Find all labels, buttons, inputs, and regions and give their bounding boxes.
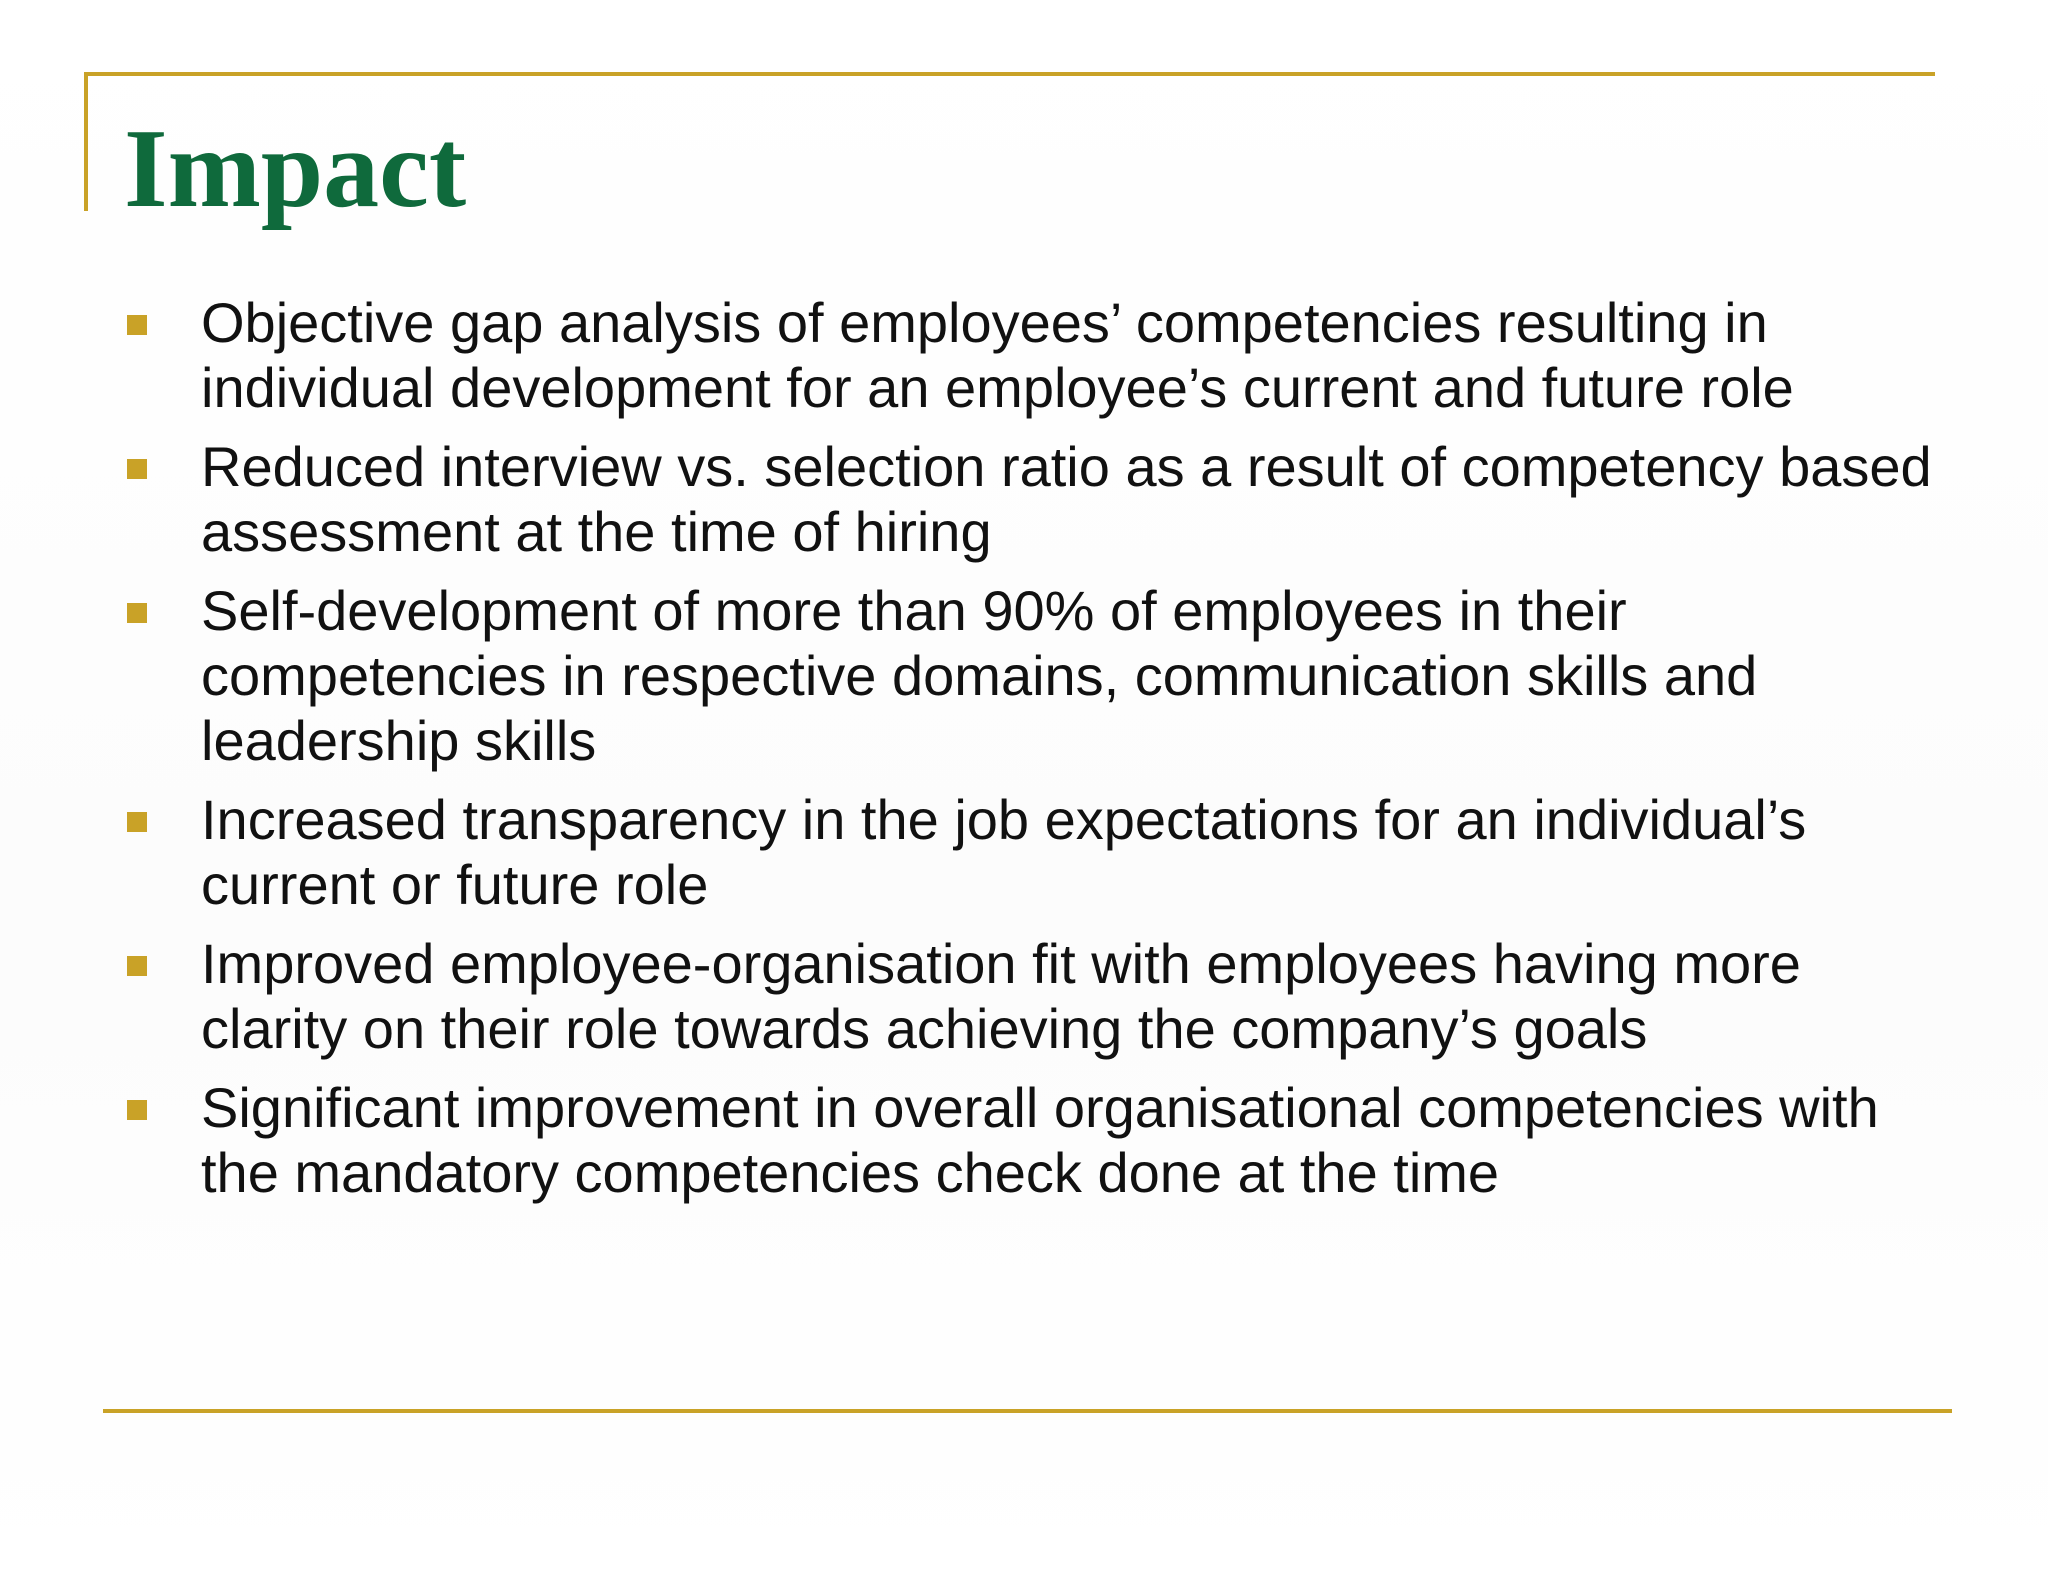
bullet-item — [0, 290, 2048, 420]
bullet-text: Objective gap analysis of employees’ competencies resulting in individual development for an employee’s current and future role — [201, 291, 1794, 419]
square-bullet-icon — [127, 603, 147, 623]
bullet-item — [0, 787, 2048, 917]
slide-title: Impact — [124, 107, 467, 231]
square-bullet-icon — [127, 1100, 147, 1120]
bullet-list — [0, 290, 2048, 1219]
bullet-item — [0, 1075, 2048, 1205]
bullet-text: Improved employee-organisation fit with employees having more clarity on their role towards achieving the company’s goals — [201, 932, 1801, 1060]
top-divider — [84, 72, 1935, 76]
bullet-text: Increased transparency in the job expectations for an individual’s current or future role — [201, 788, 1807, 916]
square-bullet-icon — [127, 459, 147, 479]
bottom-divider — [103, 1409, 1952, 1413]
bullet-text: Significant improvement in overall organisational competencies with the mandatory competencies check done at the time — [201, 1076, 1879, 1204]
square-bullet-icon — [127, 812, 147, 832]
square-bullet-icon — [127, 956, 147, 976]
left-accent-bar — [84, 72, 88, 211]
bullet-text: Reduced interview vs. selection ratio as a result of competency based assessment at the time of hiring — [201, 435, 1932, 563]
bullet-item — [0, 434, 2048, 564]
bullet-text: Self-development of more than 90% of employees in their competencies in respective domains, communication skills and leadership skills — [201, 579, 1758, 772]
square-bullet-icon — [127, 315, 147, 335]
bullet-item — [0, 931, 2048, 1061]
bullet-item — [0, 578, 2048, 773]
